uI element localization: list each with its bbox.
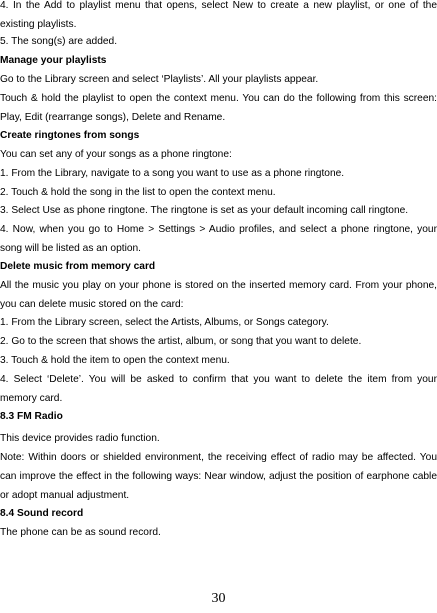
list-item: 4. Now, when you go to Home > Settings > Audio profiles, and select a phone ringtone, your song will be listed as an option. xyxy=(0,224,437,254)
page-number: 30 xyxy=(211,591,226,606)
section-heading: Manage your playlists xyxy=(0,55,107,66)
paragraph: Touch & hold the playlist to open the context menu. You can do the following from this screen: Play, Edit (rearrange songs), Delete and Rename. xyxy=(0,93,437,123)
list-item: 2. Touch & hold the song in the list to open the context menu. xyxy=(0,187,276,198)
paragraph: 4. In the Add to playlist menu that opens, select New to create a new playlist, or one of the existing playlists. xyxy=(0,0,437,30)
paragraph: The phone can be as sound record. xyxy=(0,527,161,538)
list-item: 1. From the Library screen, select the Artists, Albums, or Songs category. xyxy=(0,317,329,328)
paragraph: This device provides radio function. xyxy=(0,433,160,444)
list-item: 3. Touch & hold the item to open the context menu. xyxy=(0,355,230,366)
paragraph: 5. The song(s) are added. xyxy=(0,36,118,47)
list-item: 2. Go to the screen that shows the artist, album, or song that you want to delete. xyxy=(0,336,362,347)
paragraph: All the music you play on your phone is stored on the inserted memory card. From your phone, you can delete music stored on the card: xyxy=(0,280,437,310)
section-heading: 8.3 FM Radio xyxy=(0,411,63,422)
section-heading: Create ringtones from songs xyxy=(0,130,140,141)
section-heading: Delete music from memory card xyxy=(0,261,156,272)
paragraph: Note: Within doors or shielded environment, the receiving effect of radio may be affected. You can improve the effect in the following ways: Near window, adjust the position of earphone cable or adopt manual adjustment. xyxy=(0,452,437,501)
list-item: 1. From the Library, navigate to a song you want to use as a phone ringtone. xyxy=(0,168,345,179)
section-heading: 8.4 Sound record xyxy=(0,508,84,519)
list-item: 3. Select Use as phone ringtone. The ringtone is set as your default incoming call ringtone. xyxy=(0,205,409,216)
paragraph: Go to the Library screen and select ‘Playlists’. All your playlists appear. xyxy=(0,74,319,85)
list-item: 4. Select ‘Delete’. You will be asked to confirm that you want to delete the item from your memory card. xyxy=(0,374,437,404)
paragraph: You can set any of your songs as a phone ringtone: xyxy=(0,149,232,160)
